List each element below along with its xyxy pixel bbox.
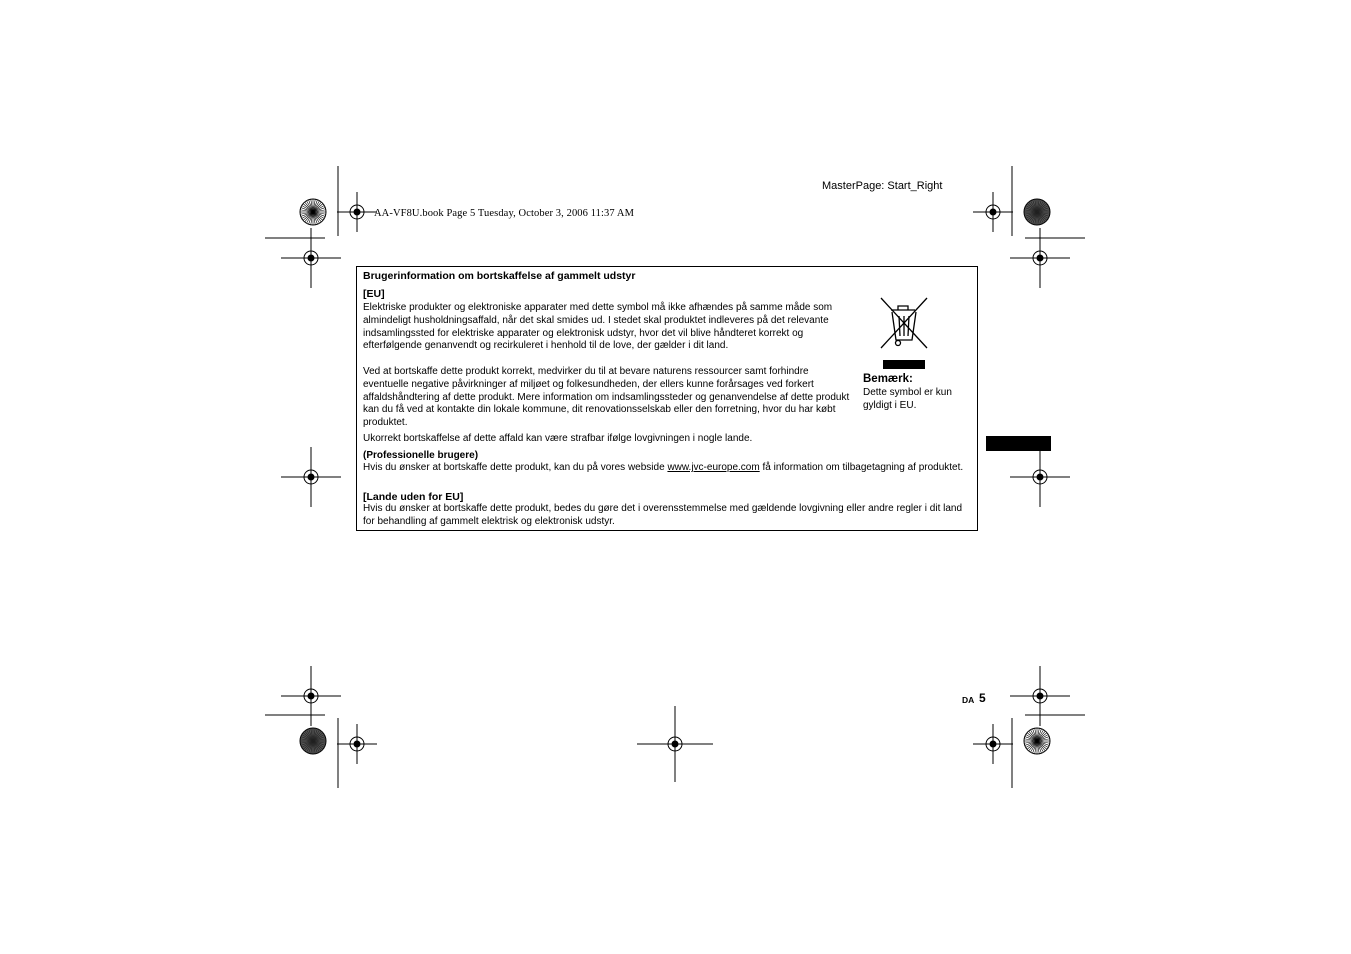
weee-notice-box bbox=[356, 266, 978, 531]
professional-users-heading: (Professionelle brugere) bbox=[363, 450, 479, 461]
professional-users-text bbox=[363, 462, 973, 475]
non-eu-text: Hvis du ønsker at bortskaffe dette produkt, bedes du gøre det i overensstemmelse med gældende lovgivning eller andre regler i dit land for behandling af gammelt elektrisk og elektronisk udstyr. bbox=[363, 503, 963, 527]
section-tab-marker bbox=[986, 436, 1051, 451]
page-language-code: DA bbox=[962, 695, 975, 705]
crossed-out-wheelie-bin-icon bbox=[879, 296, 929, 370]
eu-paragraph-3: Ukorrekt bortskaffelse af dette affald kan være strafbar ifølge lovgivningen i nogle lande. bbox=[363, 433, 753, 444]
notice-title: Brugerinformation om bortskaffelse af gammelt udstyr bbox=[363, 270, 636, 282]
eu-paragraph-1: Elektriske produkter og elektroniske apparater med dette symbol må ikke afhændes på samme måde som almindeligt husholdningsaffald, når det skal smides ud. I stedet skal produktet indleveres på det relevante indsamlingssted for elektriske apparater og elektronisk udstyr, hvor det vil blive håndteret korrekt og efterfølgende genanvendt og recirkuleret i henhold til de love, der gælder i dit land. bbox=[363, 302, 833, 352]
jvc-europe-link[interactable]: www.jvc-europe.com bbox=[667, 462, 760, 473]
non-eu-heading: [Lande uden for EU] bbox=[363, 491, 464, 503]
master-page-label: MasterPage: Start_Right bbox=[822, 180, 943, 192]
book-info-line: AA-VF8U.book Page 5 Tuesday, October 3, 2006 11:37 AM bbox=[374, 208, 635, 219]
eu-paragraph-2: Ved at bortskaffe dette produkt korrekt, medvirker du til at bevare naturens ressourcer samt forhindre eventuelle negative påvirkninger af miljøet og folkesundheden, der ellers kunne forårsages ved forkert affaldshåndtering af dette produkt. Mere information om indsamlingssteder og genanvendelse af dette produkt kan du få ved at kontakte din lokale kommune, dit renovationsselskab eller den forretning, hvor du har købt produktet. bbox=[363, 366, 850, 429]
pro-text-after: få information om tilbagetagning af produktet. bbox=[759, 462, 964, 473]
pro-text-before: Hvis du ønsker at bortskaffe dette produkt, kan du på vores webside bbox=[363, 462, 668, 473]
page-number: 5 bbox=[979, 691, 986, 705]
note-text: Dette symbol er kun gyldigt i EU. bbox=[863, 387, 952, 411]
note-heading: Bemærk: bbox=[863, 373, 913, 385]
eu-heading: [EU] bbox=[363, 288, 385, 300]
